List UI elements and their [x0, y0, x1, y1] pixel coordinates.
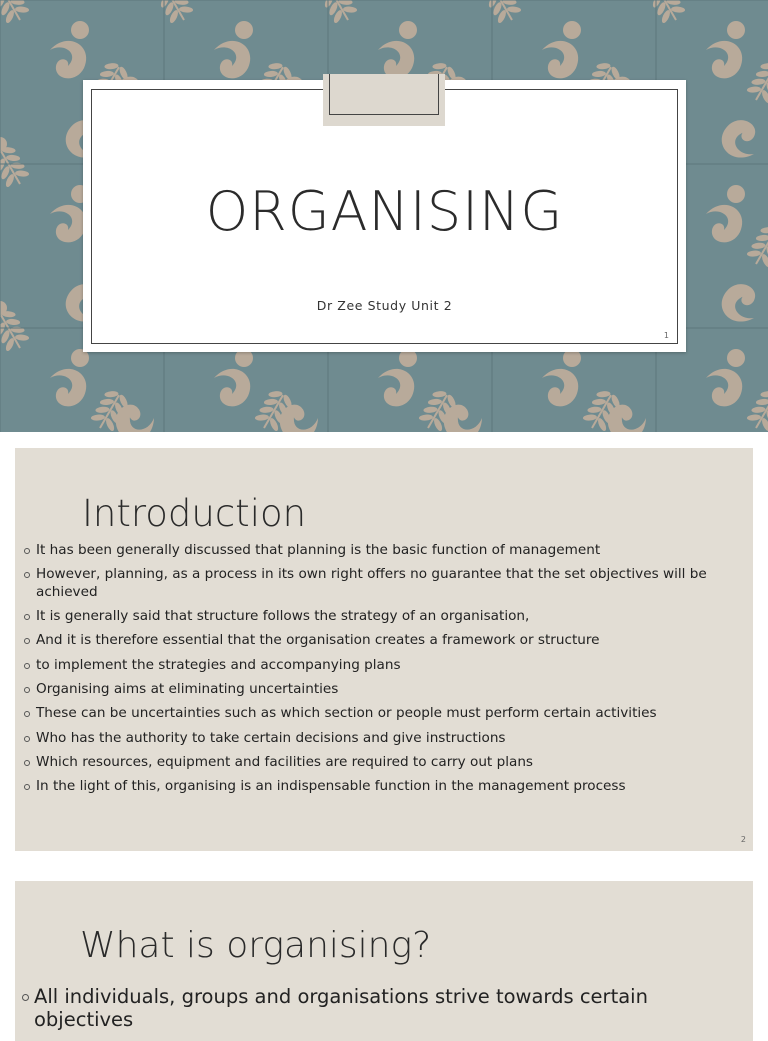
slide-subtitle: Dr Zee Study Unit 2: [316, 298, 453, 313]
slide-number: 2: [740, 835, 746, 844]
title-slide: [0, 0, 768, 432]
bullet-item: Who has the authority to take certain decisions and give instructions: [23, 730, 733, 748]
bullet-item: In the light of this, organising is an indispensable function in the management process: [23, 778, 733, 796]
bullet-list: [23, 542, 733, 802]
bullet-item: These can be uncertainties such as which section or people must perform certain activities: [23, 705, 733, 723]
slide-title: ORGANISING: [205, 180, 564, 243]
introduction-slide: [15, 448, 753, 851]
title-card: [83, 80, 686, 352]
bullet-item: Which resources, equipment and facilities are required to carry out plans: [23, 754, 733, 772]
bullet-list: [21, 985, 741, 1031]
title-tab-decoration: [323, 74, 445, 126]
slide-heading: Introduction: [82, 492, 307, 535]
bullet-item: And it is therefore essential that the organisation creates a framework or structure: [23, 632, 733, 650]
slide-heading: What is organising?: [80, 925, 432, 966]
bullet-item: It has been generally discussed that planning is the basic function of management: [23, 542, 733, 560]
what-is-organising-slide: [15, 881, 753, 1041]
bullet-item: to implement the strategies and accompanying plans: [23, 657, 733, 675]
bullet-item: However, planning, as a process in its own right offers no guarantee that the set objectives will be achieved: [23, 566, 733, 601]
bullet-item: All individuals, groups and organisations strive towards certain objectives: [21, 985, 741, 1031]
bullet-item: Organising aims at eliminating uncertainties: [23, 681, 733, 699]
slide-number: 1: [663, 331, 669, 340]
bullet-item: It is generally said that structure follows the strategy of an organisation,: [23, 608, 733, 626]
title-tab-inner: [329, 74, 439, 115]
